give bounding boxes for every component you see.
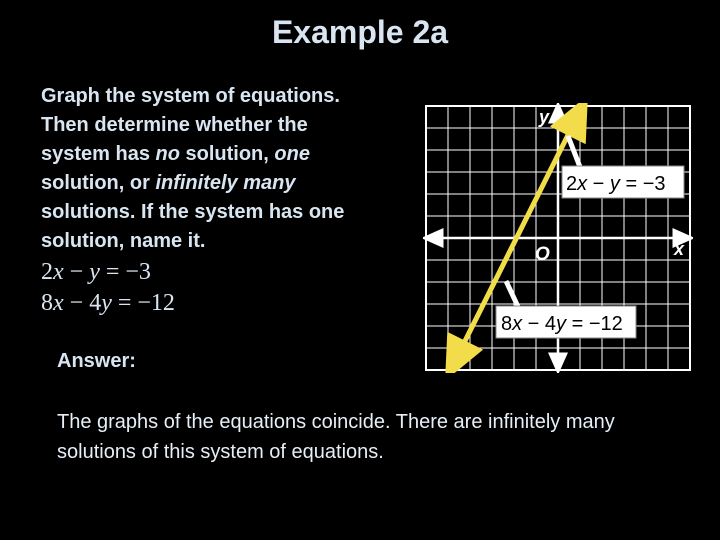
equation-system <box>41 257 175 319</box>
callout-1 <box>562 166 684 198</box>
x-axis-label: x <box>674 239 685 259</box>
callout-2-equation: 8x − 4y = −12 <box>501 313 623 335</box>
equation-1: 2x − y = −3 <box>41 259 151 285</box>
prompt-line: Then determine whether the <box>41 114 308 136</box>
problem-prompt <box>41 82 421 256</box>
slide-title: Example 2a <box>271 14 449 50</box>
prompt-line: solution, or infinitely many <box>41 172 296 194</box>
origin-label: O <box>535 244 550 265</box>
prompt-line: Graph the system of equations. <box>41 85 340 107</box>
prompt-line: solutions. If the system has one <box>41 201 345 223</box>
answer-label: Answer: <box>57 350 136 372</box>
answer-text: The graphs of the equations coincide. There are infinitely many solutions of this system of equations. <box>57 411 615 463</box>
coordinate-graph <box>423 103 693 373</box>
prompt-line: solution, name it. <box>41 230 206 252</box>
equation-2: 8x − 4y = −12 <box>41 290 175 316</box>
callout-2 <box>496 306 636 338</box>
callout-1-equation: 2x − y = −3 <box>566 173 666 195</box>
prompt-line: system has no solution, one <box>41 143 310 165</box>
y-axis-label: y <box>539 107 550 127</box>
